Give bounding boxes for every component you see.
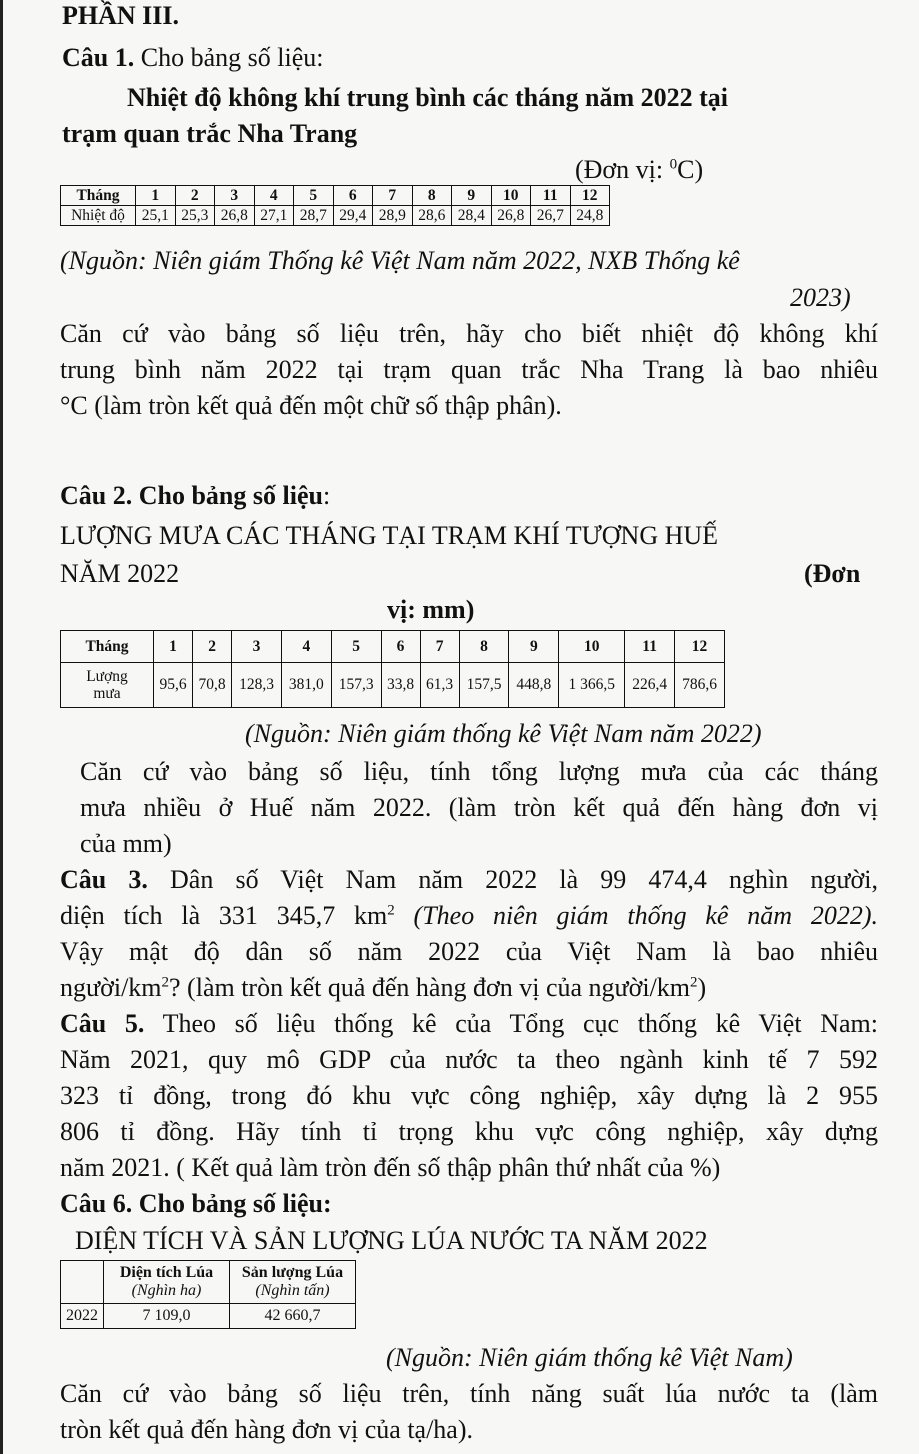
q2-rain-cell: 157,3 bbox=[331, 663, 381, 708]
q6-year-cell: 2022 bbox=[61, 1304, 104, 1329]
q3-line2 bbox=[60, 900, 878, 932]
q6-output-cell: 42 660,7 bbox=[230, 1304, 356, 1329]
q6-source: (Nguồn: Niên giám thống kê Việt Nam) bbox=[386, 1343, 793, 1372]
q6-output-unit: (Nghìn tấn) bbox=[255, 1282, 330, 1299]
q1-unit-suffix: C) bbox=[677, 155, 704, 184]
q5-line1 bbox=[60, 1008, 878, 1040]
q6-rice-table bbox=[60, 1260, 356, 1329]
q1-month-cell: 9 bbox=[452, 186, 492, 206]
q1-month-cell: 8 bbox=[412, 186, 452, 206]
q1-temp-cell: 25,1 bbox=[136, 206, 176, 226]
q6-corner-cell bbox=[61, 1261, 104, 1304]
q3-line1-text: Dân số Việt Nam năm 2022 là 99 474,4 nghìn người, bbox=[147, 865, 878, 894]
q1-month-cell: 7 bbox=[373, 186, 413, 206]
q1-month-cell: 12 bbox=[570, 186, 610, 206]
q1-question-line3: °C (làm tròn kết quả đến một chữ số thập phân). bbox=[60, 391, 562, 420]
q1-temp-cell: 25,3 bbox=[175, 206, 215, 226]
q6-area-unit: (Nghìn ha) bbox=[131, 1282, 202, 1299]
q1-temp-cell: 26,8 bbox=[491, 206, 531, 226]
q1-temperature-table bbox=[60, 185, 610, 226]
q6-area-header-text: Diện tích Lúa bbox=[119, 1264, 214, 1281]
q1-month-cell: 4 bbox=[254, 186, 294, 206]
q1-temp-cell: 28,4 bbox=[452, 206, 492, 226]
q1-label: Câu 1. bbox=[62, 43, 135, 72]
q2-intro-colon: : bbox=[322, 481, 331, 510]
q6-table-header-row bbox=[61, 1261, 356, 1304]
q2-month-cell: 5 bbox=[331, 631, 381, 663]
q2-rain-cell: 448,8 bbox=[509, 663, 559, 708]
q1-month-cell: 3 bbox=[215, 186, 255, 206]
q2-rain-cell: 1 366,5 bbox=[559, 663, 625, 708]
q2-question-line3: của mm) bbox=[80, 829, 172, 858]
q2-month-cell: 12 bbox=[675, 631, 725, 663]
q6-table-title: DIỆN TÍCH VÀ SẢN LƯỢNG LÚA NƯỚC TA NĂM 2022 bbox=[75, 1226, 708, 1255]
q5-line3: 323 tỉ đồng, trong đó khu vực công nghiệp, xây dựng là 2 955 bbox=[60, 1081, 878, 1110]
page-left-border bbox=[0, 0, 3, 1454]
q2-rain-cell: 786,6 bbox=[675, 663, 725, 708]
q5-line1-text: Theo số liệu thống kê của Tổng cục thống kê Việt Nam: bbox=[144, 1009, 878, 1038]
q1-temp-cell: 28,9 bbox=[373, 206, 413, 226]
q2-intro bbox=[60, 480, 330, 512]
q2-question-line2: mưa nhiều ở Huế năm 2022. (làm tròn kết quả đến hàng đơn vị bbox=[80, 793, 878, 822]
q3-line4-sup1: 2 bbox=[161, 974, 170, 991]
q1-source-line2: 2023) bbox=[790, 283, 851, 312]
q5-line5: năm 2021. ( Kết quả làm tròn đến số thập phân thứ nhất của %) bbox=[60, 1153, 721, 1182]
q3-label: Câu 3. bbox=[60, 865, 148, 894]
q1-month-cell: 1 bbox=[136, 186, 176, 206]
q2-month-cell: 4 bbox=[281, 631, 331, 663]
q2-table-title-line1: LƯỢNG MƯA CÁC THÁNG TẠI TRẠM KHÍ TƯỢNG HUẾ bbox=[60, 521, 719, 550]
q1-temp-cell: 27,1 bbox=[254, 206, 294, 226]
q2-rain-cell: 33,8 bbox=[381, 663, 420, 708]
q1-table-month-row bbox=[61, 186, 610, 206]
q1-month-cell: 11 bbox=[531, 186, 571, 206]
q3-km-superscript: 2 bbox=[387, 902, 395, 919]
q2-unit-line2: vị: mm) bbox=[387, 595, 475, 624]
q2-table-title-line2: NĂM 2022 bbox=[60, 559, 180, 588]
part-heading: PHẦN III. bbox=[62, 1, 180, 30]
q1-temp-cell: 24,8 bbox=[570, 206, 610, 226]
q1-temp-cell: 26,8 bbox=[215, 206, 255, 226]
q3-line3: Vậy mật độ dân số năm 2022 của Việt Nam là bao nhiêu bbox=[60, 937, 878, 966]
q1-temp-cell: 29,4 bbox=[333, 206, 373, 226]
q6-question-line1: Căn cứ vào bảng số liệu trên, tính năng suất lúa nước ta (làm bbox=[60, 1379, 878, 1408]
q1-source-line1: (Nguồn: Niên giám Thống kê Việt Nam năm 2022, NXB Thống kê bbox=[60, 246, 740, 275]
q2-month-cell: 8 bbox=[459, 631, 509, 663]
q5-line4: 806 tỉ đồng. Hãy tính tỉ trọng khu vực công nghiệp, xây dựng bbox=[60, 1117, 878, 1146]
q2-rain-cell: 70,8 bbox=[193, 663, 232, 708]
q3-source-ref: (Theo niên giám thống kê năm 2022). bbox=[394, 901, 878, 930]
q1-table-temp-row bbox=[61, 206, 610, 226]
q2-table-month-row bbox=[61, 631, 725, 663]
q1-unit-degree: 0 bbox=[669, 156, 678, 173]
q2-month-header: Tháng bbox=[61, 631, 154, 663]
q1-unit-prefix: (Đơn vị: bbox=[575, 155, 670, 184]
q1-month-cell: 10 bbox=[491, 186, 531, 206]
q6-intro: Câu 6. Cho bảng số liệu: bbox=[60, 1189, 332, 1218]
q2-rain-cell: 95,6 bbox=[154, 663, 193, 708]
q2-month-cell: 2 bbox=[193, 631, 232, 663]
q1-month-cell: 2 bbox=[175, 186, 215, 206]
q5-line2: Năm 2021, quy mô GDP của nước ta theo ngành kinh tế 7 592 bbox=[60, 1045, 878, 1074]
q3-line1 bbox=[60, 864, 878, 896]
q2-rainfall-table bbox=[60, 630, 725, 708]
q3-line4 bbox=[60, 972, 706, 1004]
q1-intro bbox=[62, 42, 323, 74]
q2-question-line1: Căn cứ vào bảng số liệu, tính tổng lượng mưa của các tháng bbox=[80, 757, 878, 786]
q3-line4-sup2: 2 bbox=[690, 974, 698, 991]
q2-rain-cell: 381,0 bbox=[281, 663, 331, 708]
q1-temp-cell: 28,7 bbox=[294, 206, 334, 226]
q1-month-cell: 5 bbox=[294, 186, 334, 206]
q1-temp-cell: 26,7 bbox=[531, 206, 571, 226]
q2-month-cell: 1 bbox=[154, 631, 193, 663]
q1-table-title-line2: trạm quan trắc Nha Trang bbox=[62, 119, 358, 148]
q1-question-line2: trung bình năm 2022 tại trạm quan trắc Nha Trang là bao nhiêu bbox=[60, 355, 878, 384]
q2-rain-cell: 128,3 bbox=[232, 663, 282, 708]
q6-area-header bbox=[104, 1261, 230, 1304]
q1-temp-header: Nhiệt độ bbox=[61, 206, 136, 226]
q2-rain-cell: 157,5 bbox=[459, 663, 509, 708]
q1-temp-cell: 28,6 bbox=[412, 206, 452, 226]
q2-month-cell: 7 bbox=[420, 631, 459, 663]
q2-rain-header: Lượng mưa bbox=[61, 663, 154, 708]
q2-month-cell: 9 bbox=[509, 631, 559, 663]
q2-intro-text: Câu 2. Cho bảng số liệu bbox=[60, 481, 323, 510]
q6-area-cell: 7 109,0 bbox=[104, 1304, 230, 1329]
q2-table-rain-row bbox=[61, 663, 725, 708]
q3-line4-text: ? (làm tròn kết quả đến hàng đơn vị của người/km bbox=[169, 973, 691, 1002]
q2-unit-line1: (Đơn bbox=[804, 559, 861, 588]
q1-intro-text: Cho bảng số liệu: bbox=[134, 43, 324, 72]
q2-month-cell: 11 bbox=[625, 631, 675, 663]
q3-line4-close: ) bbox=[697, 973, 707, 1002]
q1-month-header: Tháng bbox=[61, 186, 136, 206]
q2-month-cell: 3 bbox=[232, 631, 282, 663]
q1-unit bbox=[575, 154, 703, 186]
q5-label: Câu 5. bbox=[60, 1009, 145, 1038]
q2-month-cell: 6 bbox=[381, 631, 420, 663]
q6-output-header-text: Sản lượng Lúa bbox=[241, 1264, 344, 1281]
q2-month-cell: 10 bbox=[559, 631, 625, 663]
q3-line2-text: diện tích là 331 345,7 km bbox=[60, 901, 388, 930]
q3-line4-unit: người/km bbox=[60, 973, 162, 1002]
q1-month-cell: 6 bbox=[333, 186, 373, 206]
q2-source: (Nguồn: Niên giám thống kê Việt Nam năm 2022) bbox=[245, 719, 762, 748]
q6-output-header bbox=[230, 1261, 356, 1304]
q1-table-title-line1: Nhiệt độ không khí trung bình các tháng năm 2022 tại bbox=[127, 83, 729, 112]
q6-question-line2: tròn kết quả đến hàng đơn vị của tạ/ha). bbox=[60, 1415, 474, 1444]
q6-table-data-row bbox=[61, 1304, 356, 1329]
q2-rain-cell: 226,4 bbox=[625, 663, 675, 708]
q1-question-line1: Căn cứ vào bảng số liệu trên, hãy cho biết nhiệt độ không khí bbox=[60, 319, 878, 348]
q2-rain-cell: 61,3 bbox=[420, 663, 459, 708]
